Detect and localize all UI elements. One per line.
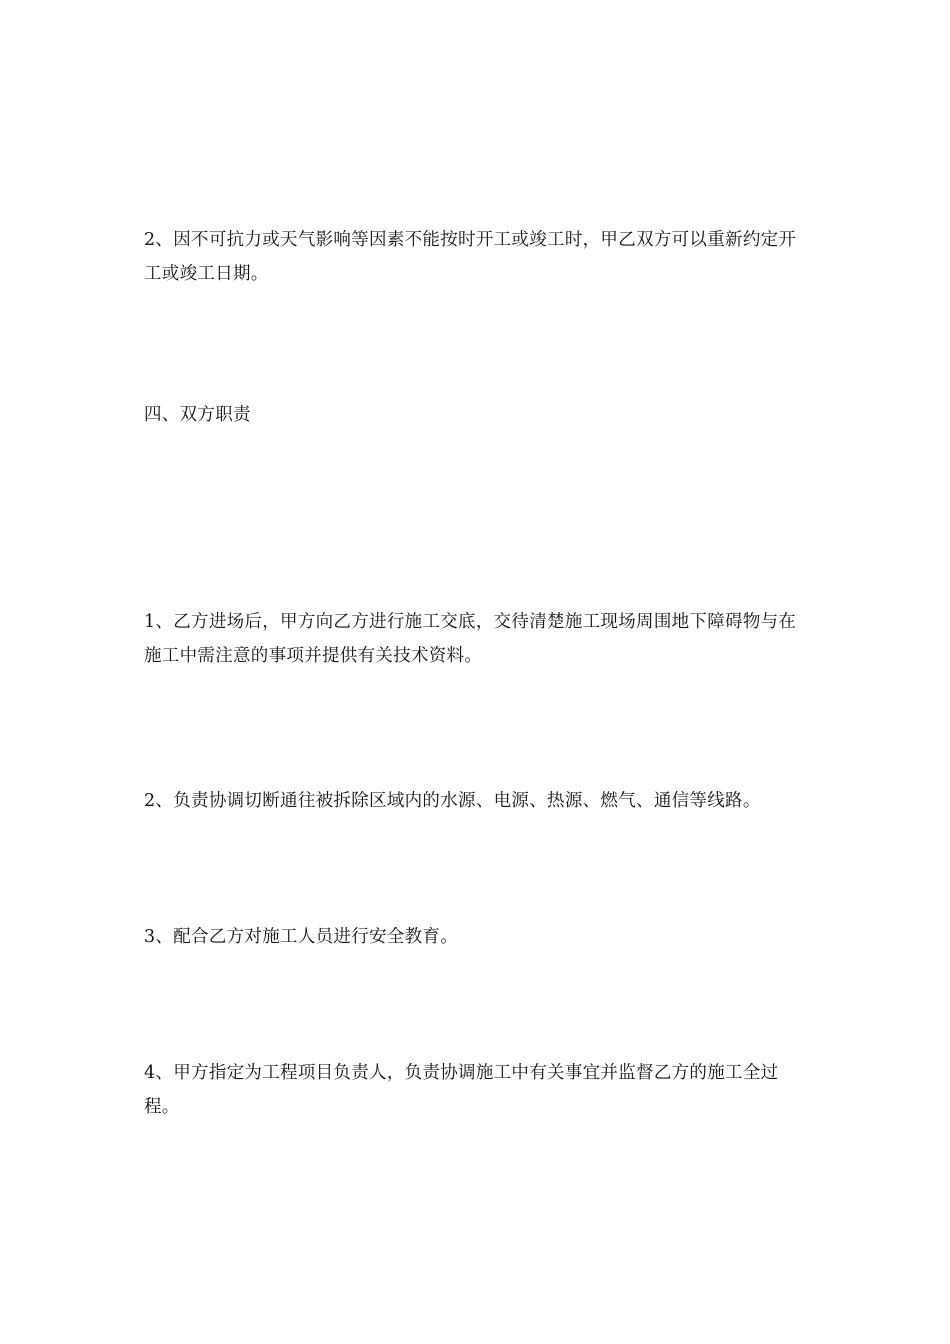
clause-4-project-supervisor: 4、甲方指定为工程项目负责人，负责协调施工中有关事宜并监督乙方的施工全过程。: [144, 1063, 779, 1117]
clause-2-utility-cutoff: 2、负责协调切断通往被拆除区域内的水源、电源、热源、燃气、通信等线路。: [144, 791, 761, 811]
section-heading-responsibilities: 四、双方职责: [144, 405, 251, 425]
clause-3-safety-education: 3、配合乙方对施工人员进行安全教育。: [144, 927, 459, 947]
clause-2-schedule-adjustment: 2、因不可抗力或天气影响等因素不能按时开工或竣工时，甲乙双方可以重新约定开工或竣工日期。: [144, 230, 797, 284]
clause-1-site-briefing: 1、乙方进场后，甲方向乙方进行施工交底，交待清楚施工现场周围地下障碍物与在施工中需注意的事项并提供有关技术资料。: [144, 612, 797, 666]
